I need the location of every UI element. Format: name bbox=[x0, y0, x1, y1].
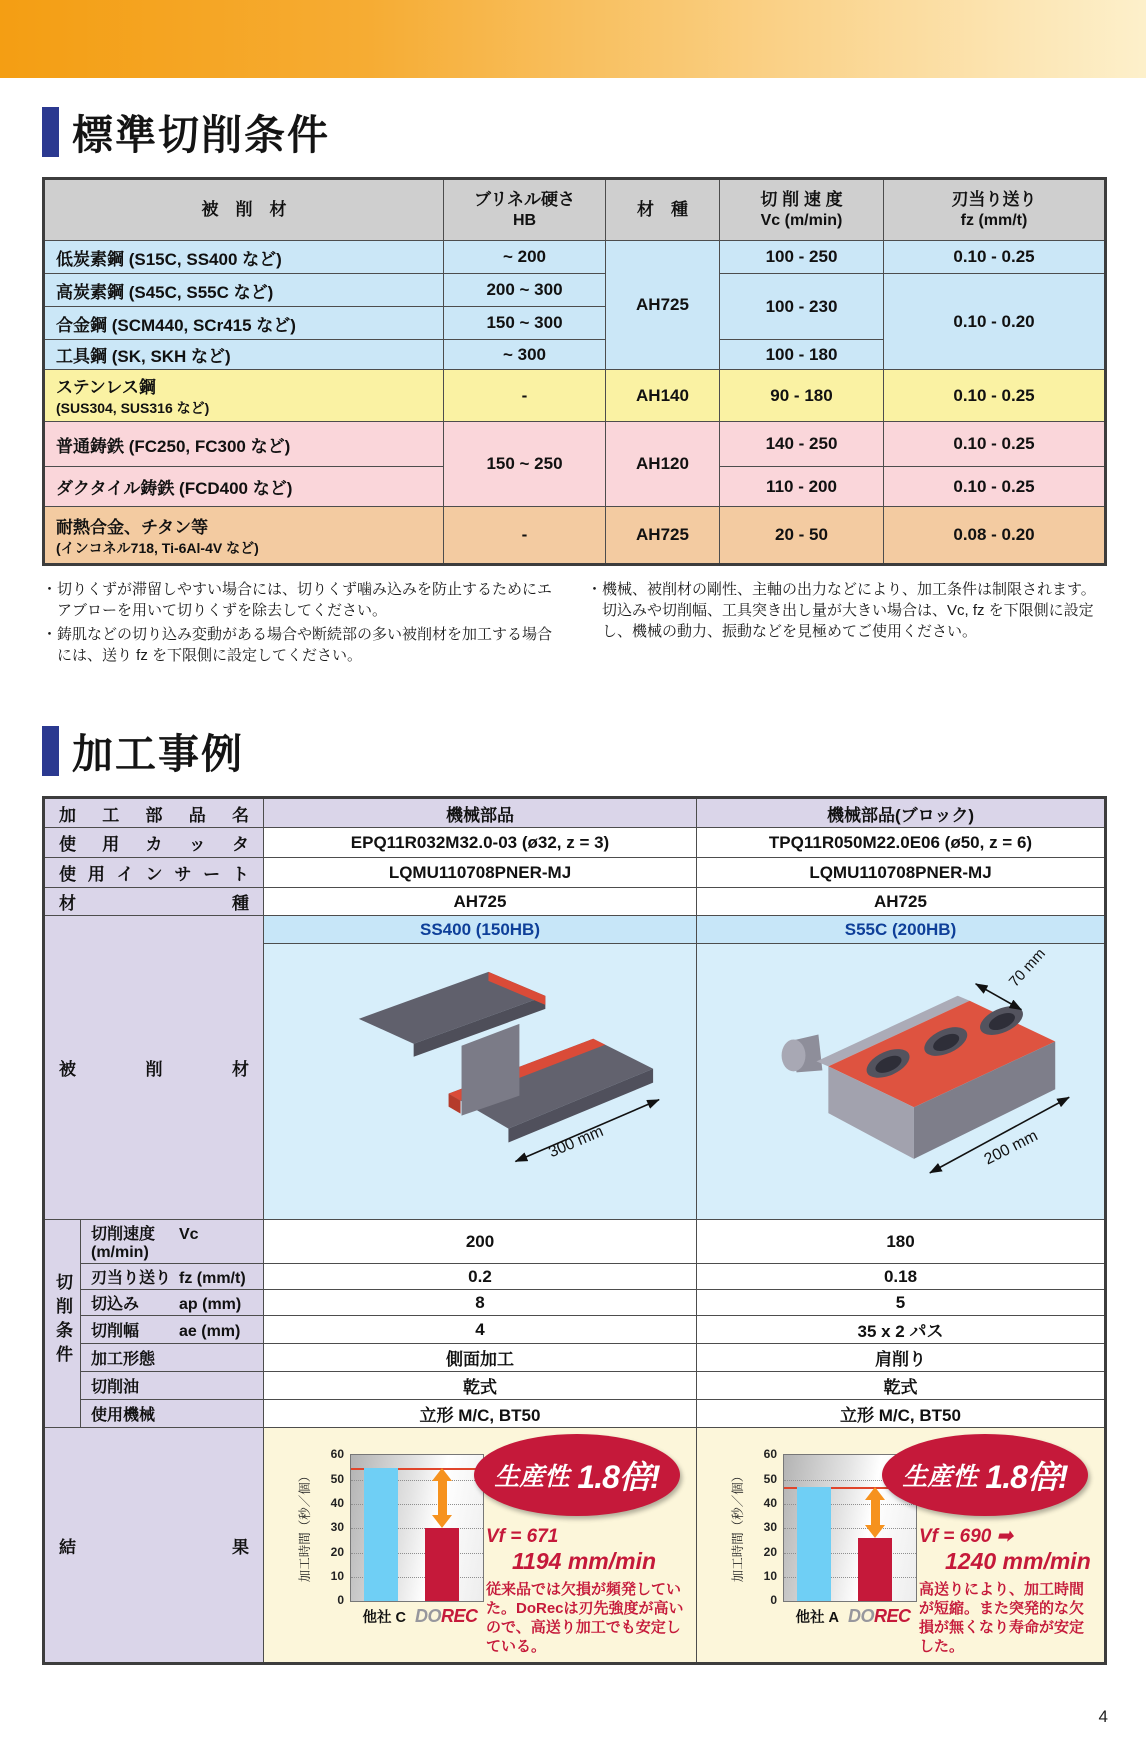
case-a-grade: AH725 bbox=[264, 888, 697, 916]
dorec-logo: DOREC bbox=[414, 1606, 478, 1627]
chart-y-ticks: 60 50 40 30 20 10 0 bbox=[763, 1447, 777, 1608]
row-label-coolant: 切削油 bbox=[81, 1372, 264, 1400]
case-a-cutter-code: EPQ11R032M32.0-03 (ø32, z = 3) bbox=[264, 828, 697, 858]
cell-material-heat-resistant-alloy: 耐熱合金、チタン等 (インコネル718, Ti-6Al-4V など) bbox=[44, 507, 444, 565]
case-a-vc: 200 bbox=[264, 1220, 697, 1264]
row-label-machine: 使用機械 bbox=[81, 1400, 264, 1428]
row-label-work-material: 被 削 材 bbox=[44, 916, 264, 1220]
table-row bbox=[44, 422, 1106, 467]
cell-hb: 150 ~ 250 bbox=[444, 422, 606, 507]
cell-grade-ah120: AH120 bbox=[606, 422, 720, 507]
case-b-insert-code: LQMU110708PNER-MJ bbox=[697, 858, 1106, 888]
note-feed-lower-limit: ・鋳肌などの切り込み変動がある場合や断続部の多い被削材を加工する場合には、送り fz を下限側に設定してください。 bbox=[42, 626, 553, 664]
cell-material-tool-steel: 工具鋼 (SK, SKH など) bbox=[44, 340, 444, 370]
row-label-ap: 切込み ap (mm) bbox=[81, 1290, 264, 1316]
row-label-result: 結 果 bbox=[44, 1428, 264, 1664]
result-text-a bbox=[486, 1526, 684, 1655]
footnotes bbox=[42, 579, 1104, 669]
cell-hb: 200 ~ 300 bbox=[444, 274, 606, 307]
row-label-vc: 切削速度 Vc (m/min) bbox=[81, 1220, 264, 1264]
case-b-fz: 0.18 bbox=[697, 1264, 1106, 1290]
cell-material-stainless-steel: ステンレス鋼 (SUS304, SUS316 など) bbox=[44, 370, 444, 422]
cell-hb: - bbox=[444, 370, 606, 422]
cell-fz: 0.10 - 0.25 bbox=[884, 467, 1106, 507]
page-number: 4 bbox=[1098, 1707, 1108, 1726]
table-row bbox=[44, 370, 1106, 422]
case-b-result-cell bbox=[697, 1428, 1106, 1664]
col-header-feed-per-tooth: 刃当り送り fz (mm/t) bbox=[884, 179, 1106, 241]
table-row-depth-of-cut bbox=[44, 1290, 1106, 1316]
cell-vc: 140 - 250 bbox=[720, 422, 884, 467]
dimension-label-70mm: 70 mm bbox=[1005, 945, 1049, 991]
title-bar-icon bbox=[42, 726, 59, 776]
row-label-ae: 切削幅 ae (mm) bbox=[81, 1316, 264, 1344]
machining-time-chart-a bbox=[298, 1447, 482, 1627]
table-row-feed bbox=[44, 1264, 1106, 1290]
cell-material-high-carbon-steel: 高炭素鋼 (S45C, S55C など) bbox=[44, 274, 444, 307]
cell-material-alloy-steel: 合金鋼 (SCM440, SCr415 など) bbox=[44, 307, 444, 340]
table-header-row bbox=[44, 179, 1106, 241]
case-b-part-name: 機械部品(ブロック) bbox=[697, 798, 1106, 828]
cell-material-ductile-cast-iron: ダクタイル鋳鉄 (FCD400 など) bbox=[44, 467, 444, 507]
cell-grade-ah725: AH725 bbox=[606, 507, 720, 565]
chart-x-labels bbox=[783, 1606, 923, 1627]
col-header-work-material: 被 削 材 bbox=[44, 179, 444, 241]
section-header bbox=[42, 721, 1104, 780]
cell-hb: ~ 300 bbox=[444, 340, 606, 370]
row-label-mode: 加工形態 bbox=[81, 1344, 264, 1372]
case-a-result-cell bbox=[264, 1428, 697, 1664]
feed-rate-after: 1194 mm/min bbox=[512, 1548, 657, 1575]
result-description: 従来品では欠損が頻発していた。DoRecは刃先強度が高いので、高送り加工でも安定している。 bbox=[486, 1580, 684, 1655]
cell-hb: 150 ~ 300 bbox=[444, 307, 606, 340]
dimension-label-300mm: 300 mm bbox=[546, 1123, 606, 1162]
bar-dorec bbox=[858, 1538, 892, 1601]
cell-fz: 0.10 - 0.20 bbox=[884, 274, 1106, 370]
case-b-work-material: S55C (200HB) bbox=[697, 916, 1106, 944]
feed-rate-before: Vf = 671 bbox=[486, 1526, 559, 1548]
case-a-fz: 0.2 bbox=[264, 1264, 697, 1290]
competitor-label: 他社 C bbox=[362, 1610, 406, 1627]
chart-y-axis-label: 加工時間（秒／個） bbox=[298, 1470, 312, 1583]
cell-hb: ~ 200 bbox=[444, 241, 606, 274]
cell-grade-ah725: AH725 bbox=[606, 241, 720, 370]
chart-plot-area bbox=[350, 1454, 484, 1602]
cell-vc: 20 - 50 bbox=[720, 507, 884, 565]
case-b-ae: 35 x 2 パス bbox=[697, 1316, 1106, 1344]
case-b-mode: 肩削り bbox=[697, 1344, 1106, 1372]
table-row-cutter bbox=[44, 828, 1106, 858]
cell-material-gray-cast-iron: 普通鋳鉄 (FC250, FC300 など) bbox=[44, 422, 444, 467]
table-row-result bbox=[44, 1428, 1106, 1664]
cell-vc: 110 - 200 bbox=[720, 467, 884, 507]
case-b-coolant: 乾式 bbox=[697, 1372, 1106, 1400]
workpiece-image-a bbox=[264, 944, 696, 1219]
case-b-grade: AH725 bbox=[697, 888, 1106, 916]
cell-fz: 0.10 - 0.25 bbox=[884, 422, 1106, 467]
chart-y-ticks: 60 50 40 30 20 10 0 bbox=[330, 1447, 344, 1608]
result-description: 高送りにより、加工時間が短縮。また突発的な欠損が無くなり寿命が安定した。 bbox=[919, 1580, 1085, 1655]
case-a-part-name: 機械部品 bbox=[264, 798, 697, 828]
chart-y-axis-label: 加工時間（秒／個） bbox=[731, 1470, 745, 1583]
case-b-vc: 180 bbox=[697, 1220, 1106, 1264]
cell-vc: 90 - 180 bbox=[720, 370, 884, 422]
workpiece-image-b bbox=[697, 944, 1104, 1219]
table-row-machining-mode bbox=[44, 1344, 1106, 1372]
table-row-width-of-cut bbox=[44, 1316, 1106, 1344]
table-row-work-material-header bbox=[44, 916, 1106, 944]
cell-vc: 100 - 180 bbox=[720, 340, 884, 370]
row-label-insert: 使 用 イ ン サ ー ト bbox=[44, 858, 264, 888]
productivity-badge-b: 生産性 1.8倍! bbox=[882, 1434, 1088, 1516]
machining-examples-table bbox=[42, 796, 1107, 1665]
case-a-work-material: SS400 (150HB) bbox=[264, 916, 697, 944]
note-machine-rigidity: ・機械、被削材の剛性、主軸の出力などにより、加工条件は制限されます。切込みや切削幅、工具突き出し量が大きい場合は、Vc, fz を下限側に設定し、機械の動力、振動などを見極めてご使用ください。 bbox=[587, 581, 1096, 640]
case-a-mode: 側面加工 bbox=[264, 1344, 697, 1372]
footnote-column-right bbox=[587, 579, 1104, 669]
table-row-coolant bbox=[44, 1372, 1106, 1400]
case-b-machine: 立形 M/C, BT50 bbox=[697, 1400, 1106, 1428]
cell-fz: 0.08 - 0.20 bbox=[884, 507, 1106, 565]
case-b-ap: 5 bbox=[697, 1290, 1106, 1316]
col-header-grade: 材 種 bbox=[606, 179, 720, 241]
row-label-grade: 材 種 bbox=[44, 888, 264, 916]
section-machining-examples bbox=[42, 721, 1104, 1665]
footnote-column-left bbox=[42, 579, 559, 669]
row-label-cutter: 使 用 カ ッ タ bbox=[44, 828, 264, 858]
cell-fz: 0.10 - 0.25 bbox=[884, 241, 1106, 274]
table-row bbox=[44, 274, 1106, 307]
case-a-ap: 8 bbox=[264, 1290, 697, 1316]
time-reduction-arrow-icon bbox=[865, 1487, 885, 1538]
bar-competitor bbox=[797, 1487, 831, 1601]
page-title-machining-examples: 加工事例 bbox=[72, 731, 244, 777]
case-b-workpiece-cell bbox=[697, 944, 1106, 1220]
row-label-part-name: 加 工 部 品 名 bbox=[44, 798, 264, 828]
cell-material-low-carbon-steel: 低炭素鋼 (S15C, SS400 など) bbox=[44, 241, 444, 274]
competitor-label: 他社 A bbox=[795, 1610, 839, 1627]
productivity-badge-a: 生産性 1.8倍! bbox=[474, 1434, 680, 1516]
row-label-fz: 刃当り送り fz (mm/t) bbox=[81, 1264, 264, 1290]
table-row-cutting-speed bbox=[44, 1220, 1106, 1264]
page-title-standard-conditions: 標準切削条件 bbox=[72, 112, 330, 158]
case-a-insert-code: LQMU110708PNER-MJ bbox=[264, 858, 697, 888]
section-header bbox=[42, 102, 1104, 161]
chart-x-labels bbox=[350, 1606, 490, 1627]
case-b-cutter-code: TPQ11R050M22.0E06 (ø50, z = 6) bbox=[697, 828, 1106, 858]
result-text-b bbox=[919, 1526, 1092, 1655]
col-header-cutting-speed: 切 削 速 度 Vc (m/min) bbox=[720, 179, 884, 241]
dimension-label-200mm: 200 mm bbox=[981, 1127, 1041, 1169]
table-row-part-name bbox=[44, 798, 1106, 828]
bar-competitor bbox=[364, 1468, 398, 1602]
cell-hb: - bbox=[444, 507, 606, 565]
time-reduction-arrow-icon bbox=[432, 1468, 452, 1529]
case-a-machine: 立形 M/C, BT50 bbox=[264, 1400, 697, 1428]
table-row-grade bbox=[44, 888, 1106, 916]
feed-rate-after: 1240 mm/min bbox=[945, 1548, 1091, 1575]
table-row-machine bbox=[44, 1400, 1106, 1428]
cell-vc: 100 - 250 bbox=[720, 241, 884, 274]
title-bar-icon bbox=[42, 107, 59, 157]
case-a-ae: 4 bbox=[264, 1316, 697, 1344]
case-a-workpiece-cell bbox=[264, 944, 697, 1220]
bar-dorec bbox=[425, 1528, 459, 1601]
table-row-insert bbox=[44, 858, 1106, 888]
table-row bbox=[44, 507, 1106, 565]
row-label-cutting-conditions: 切削条件 bbox=[44, 1220, 81, 1428]
cell-fz: 0.10 - 0.25 bbox=[884, 370, 1106, 422]
cell-grade-ah140: AH140 bbox=[606, 370, 720, 422]
note-chip-removal: ・切りくずが滞留しやすい場合には、切りくず噛み込みを防止するためにエアブローを用いて切りくずを除去してください。 bbox=[42, 581, 553, 619]
header-band bbox=[0, 0, 1146, 78]
standard-conditions-table bbox=[42, 177, 1107, 566]
section-standard-conditions bbox=[42, 102, 1104, 669]
dorec-logo: DOREC bbox=[847, 1606, 911, 1627]
case-a-coolant: 乾式 bbox=[264, 1372, 697, 1400]
feed-rate-before: Vf = 690 ➡ bbox=[919, 1526, 1013, 1548]
col-header-brinell-hardness: ブリネル硬さ HB bbox=[444, 179, 606, 241]
cell-vc: 100 - 230 bbox=[720, 274, 884, 340]
table-row bbox=[44, 241, 1106, 274]
